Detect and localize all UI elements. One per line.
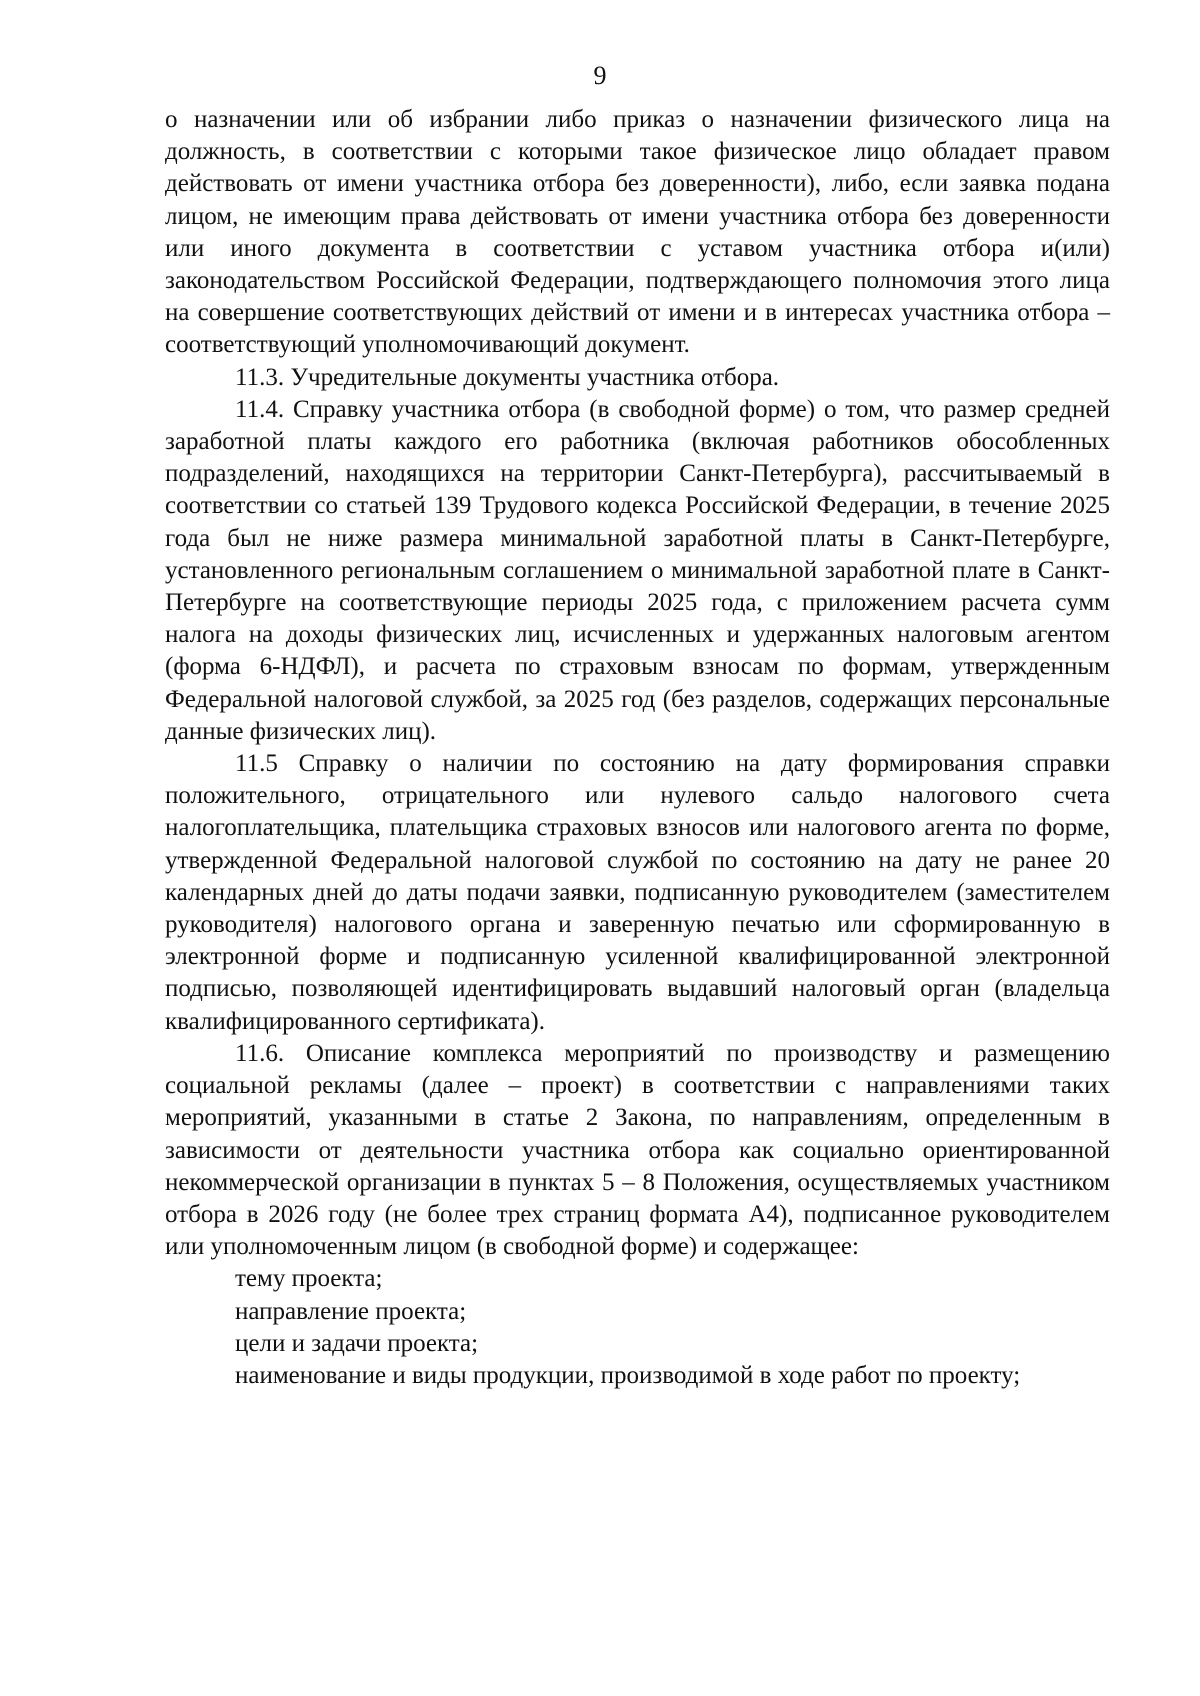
paragraph-11-6: 11.6. Описание комплекса мероприятий по производству и размещению социальной рекламы (далее – проект) в соответствии с направлениями таких мероприятий, указанными в статье 2 Закона, по направлениям, определенным в зависимости от деятельности участника отбора как социально ориентированной некоммерческой организации в пунктах 5 – 8 Положения, осуществляемых участником отбора в 2026 году (не более трех страниц формата А4), подписанное руководителем или уполномоченным лицом (в свободной форме) и содержащее: xyxy=(165,1039,1110,1261)
list-item-direction: направление проекта; xyxy=(235,1297,467,1325)
paragraph-continuation: о назначении или об избрании либо приказ о назначении физического лица на должность, в соответствии с которыми такое физическое лицо обладает правом действовать от имени участника отбора без доверенности), либо, если заявка подана лицом, не имеющим права действовать от имени участника отбора без доверенности или иного документа в соответствии с уставом участника отбора и(или) законодательством Российской Федерации, подтверждающего полномочия этого лица на совершение соответствующих действий от имени и в интересах участника отбора – соответствующий уполномочивающий документ. xyxy=(165,106,1110,359)
paragraph-11-5: 11.5 Справку о наличии по состоянию на дату формирования справки положительного, отрицательного или нулевого сальдо налогового счета налогоплательщика, плательщика страховых взносов или налогового агента по форме, утвержденной Федеральной налоговой службой по состоянию на дату не ранее 20 календарных дней до даты подачи заявки, подписанную руководителем (заместителем руководителя) налогового органа и заверенную печатью или сформированную в электронной форме и подписанную усиленной квалифицированной электронной подписью, позволяющей идентифицировать выдавший налоговый орган (владельца квалифицированного сертификата). xyxy=(165,750,1110,1035)
page-number: 9 xyxy=(593,61,607,90)
paragraph-11-4: 11.4. Справку участника отбора (в свободной форме) о том, что размер средней заработной платы каждого его работника (включая работников обособленных подразделений, находящихся на территории Санкт-Петербурга), рассчитываемый в соответствии со статьей 139 Трудового кодекса Российской Федерации, в течение 2025 года был не ниже размера минимальной заработной платы в Санкт-Петербурге, установленного региональным соглашением о минимальной заработной плате в Санкт-Петербурге на соответствующие периоды 2025 года, с приложением расчета сумм налога на доходы физических лиц, исчисленных и удержанных налоговым агентом (форма 6-НДФЛ), и расчета по страховым взносам по формам, утвержденным Федеральной налоговой службой, за 2025 год (без разделов, содержащих персональные данные физических лиц). xyxy=(165,395,1110,745)
list-item-topic: тему проекта; xyxy=(235,1265,383,1293)
document-body xyxy=(165,104,1110,1392)
list-item-goals: цели и задачи проекта; xyxy=(235,1329,479,1357)
paragraph-11-3: 11.3. Учредительные документы участника отбора. xyxy=(235,363,780,391)
list-item-products: наименование и виды продукции, производимой в ходе работ по проекту; xyxy=(235,1361,1021,1389)
